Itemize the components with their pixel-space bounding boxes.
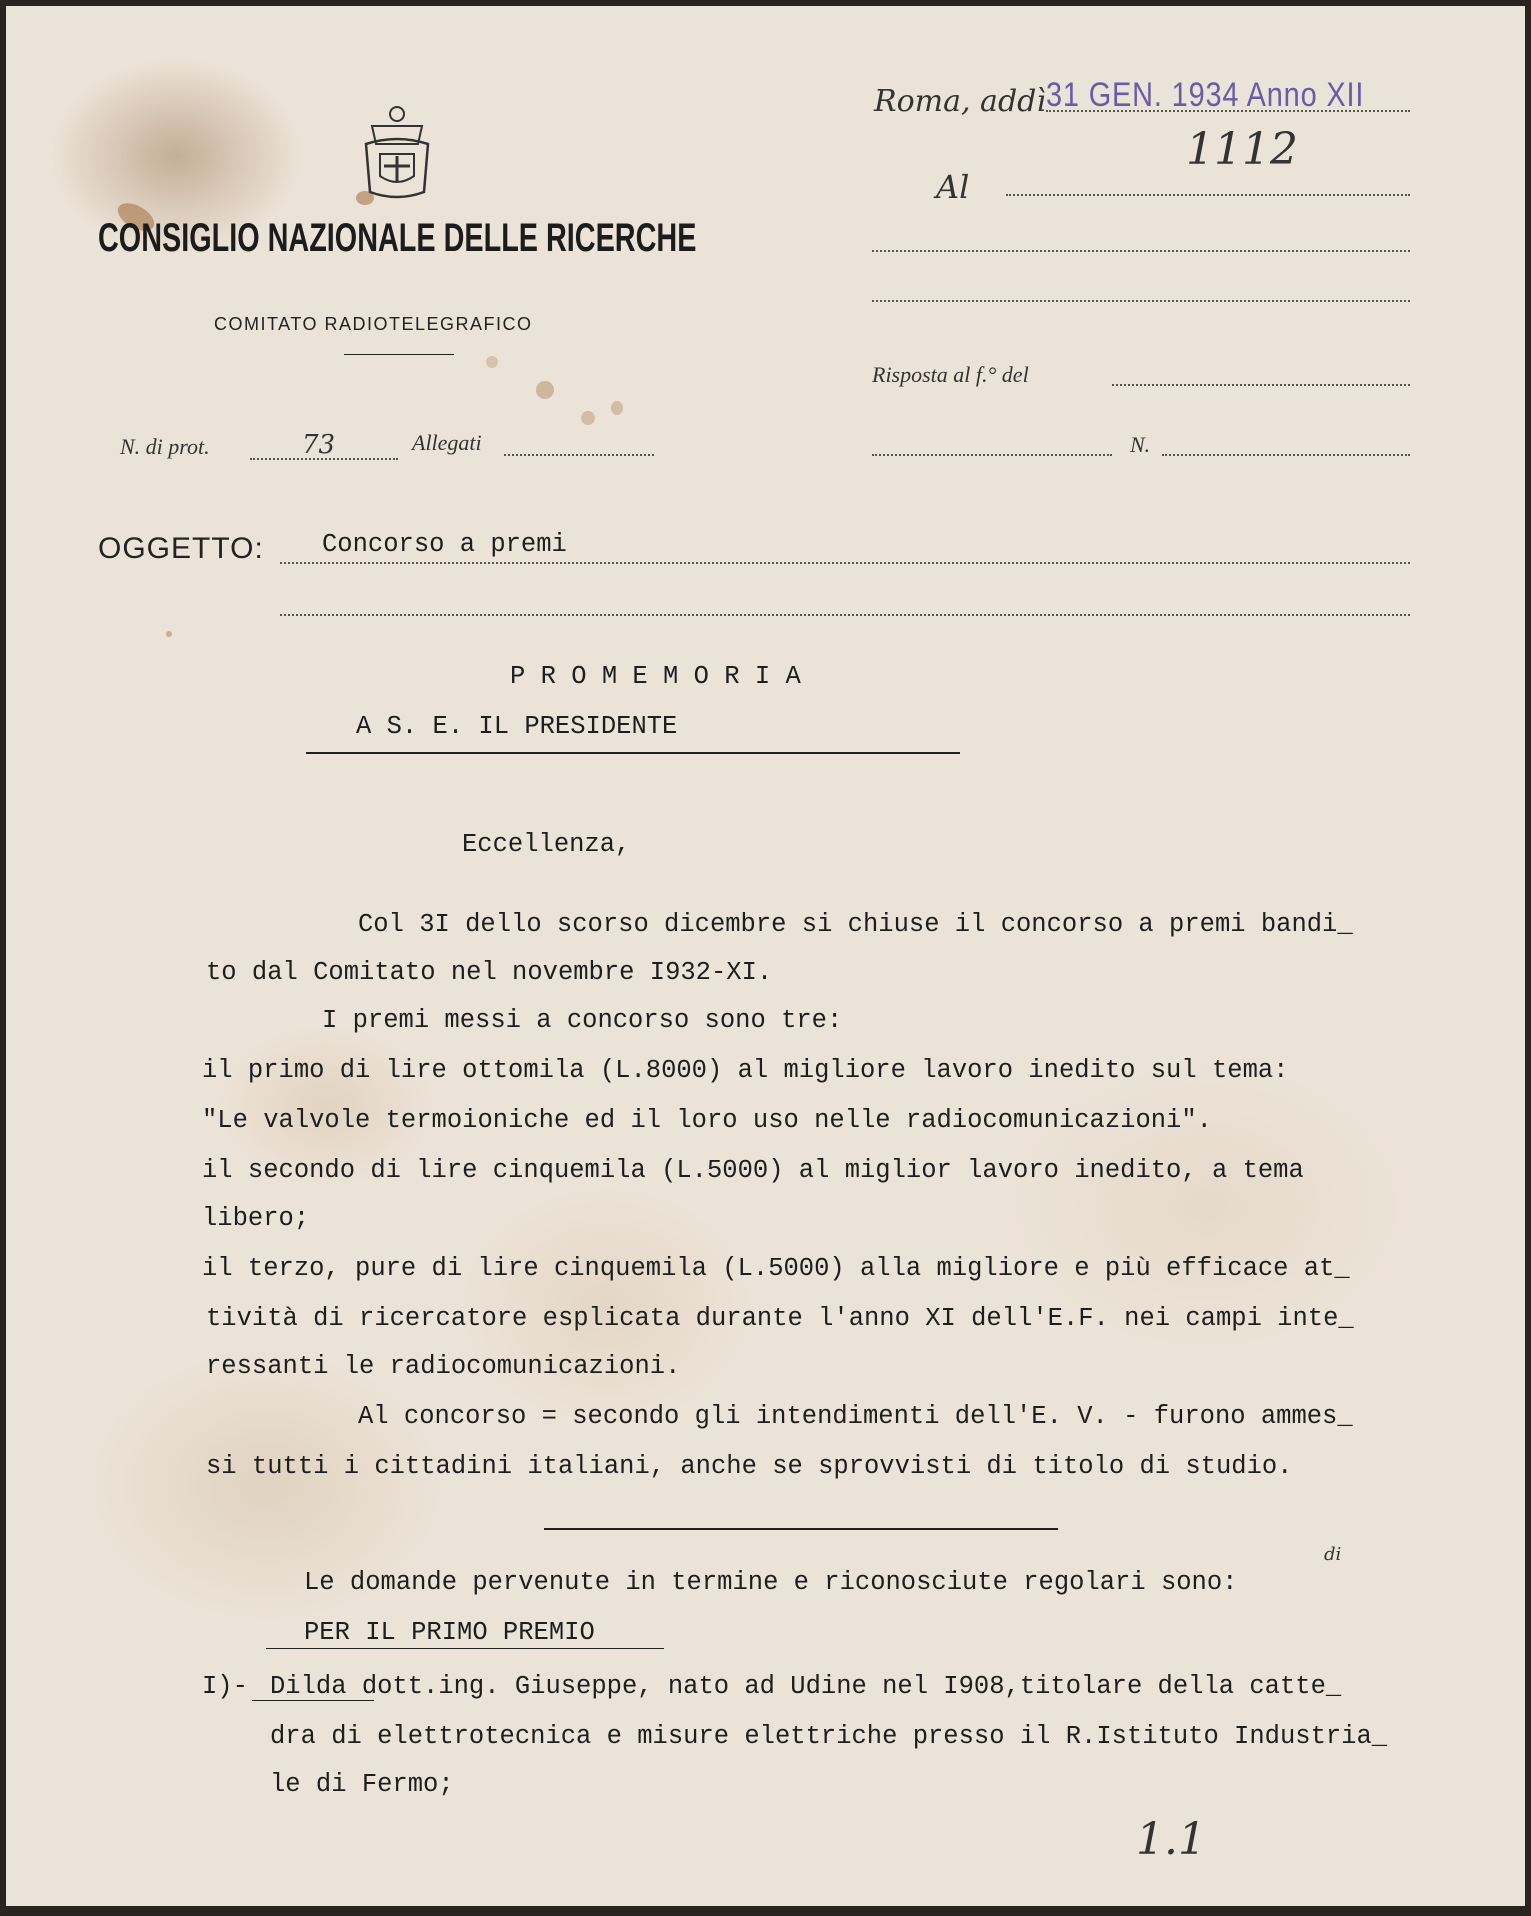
subject-line-2 <box>280 614 1410 616</box>
body-line: il secondo di lire cinquemila (L.5000) al miglior lavoro inedito, a tema <box>202 1156 1304 1185</box>
first-prize-underline <box>266 1648 664 1649</box>
body-line: to dal Comitato nel novembre I932-XI. <box>206 958 773 987</box>
body-line: Al concorso = secondo gli intendimenti dell'E. V. - furono ammes_ <box>358 1402 1353 1431</box>
addressee-line-3 <box>872 300 1410 302</box>
memo-title: P R O M E M O R I A <box>510 662 801 691</box>
entry-line: Dilda dott.ing. Giuseppe, nato ad Udine nel I908,titolare della catte_ <box>270 1672 1342 1701</box>
body-line: I premi messi a concorso sono tre: <box>322 1006 843 1035</box>
coat-of-arms-icon <box>358 104 436 200</box>
stain-mark <box>166 631 172 637</box>
attachments-label: Allegati <box>412 430 482 455</box>
memo-recipient: A S. E. IL PRESIDENTE <box>356 712 678 741</box>
stain-mark <box>486 356 498 368</box>
organization-name: CONSIGLIO NAZIONALE DELLE RICERCHE <box>98 216 697 260</box>
body-line: il terzo, pure di lire cinquemila (L.5000) alla migliore e più efficace at_ <box>202 1254 1350 1283</box>
section-divider <box>544 1528 1058 1530</box>
subject-text: Concorso a premi <box>322 530 567 559</box>
attachments-line <box>504 454 654 456</box>
entry-marker: I)- <box>202 1672 248 1701</box>
first-prize-heading: PER IL PRIMO PREMIO <box>304 1618 595 1647</box>
number-label: N. <box>1130 432 1151 457</box>
body-line: "Le valvole termoioniche ed il loro uso nelle radiocomunicazioni". <box>202 1106 1212 1135</box>
number-line <box>1162 454 1410 456</box>
body-line: si tutti i cittadini italiani, anche se sprovvisti di titolo di studio. <box>206 1452 1293 1481</box>
reply-line <box>1112 384 1410 386</box>
entry-line: le di Fermo; <box>270 1770 454 1799</box>
addressee-line <box>1006 194 1410 196</box>
date-stamp: 31 GEN. 1934 Anno XII <box>1046 76 1365 114</box>
document-page <box>6 6 1525 1906</box>
entry-line: dra di elettrotecnica e misure elettriche presso il R.Istituto Industria_ <box>270 1722 1388 1751</box>
letterhead-underline <box>344 354 454 355</box>
stain-mark <box>611 401 623 415</box>
handwritten-insert: di <box>1324 1544 1342 1565</box>
protocol-label: N. di prot. <box>120 434 210 459</box>
body-line: Col 3I dello scorso dicembre si chiuse il concorso a premi bandi_ <box>358 910 1353 939</box>
salutation: Eccellenza, <box>462 830 631 859</box>
subject-line <box>280 562 1410 564</box>
date-line <box>1046 110 1410 112</box>
recipient-underline <box>306 752 960 754</box>
body-line: tività di ricercatore esplicata durante l'anno XI dell'E.F. nei campi inte_ <box>206 1304 1354 1333</box>
attachments-line-2 <box>872 454 1112 456</box>
place-date-label: Roma, addì <box>874 84 1046 119</box>
stain-mark <box>581 411 595 425</box>
handwritten-number: 1112 <box>1186 124 1298 175</box>
reply-label: Risposta al f.° del <box>872 362 1029 387</box>
addressee-line-2 <box>872 250 1410 252</box>
applications-intro: Le domande pervenute in termine e riconosciute regolari sono: <box>304 1568 1238 1597</box>
protocol-number: 73 <box>302 430 336 460</box>
stain-mark <box>536 381 554 399</box>
body-line: il primo di lire ottomila (L.8000) al migliore lavoro inedito sul tema: <box>202 1056 1289 1085</box>
page-mark: 1.1 <box>1136 1814 1206 1865</box>
body-line: libero; <box>202 1204 310 1233</box>
addressee-label: Al <box>936 168 970 206</box>
committee-name: COMITATO RADIOTELEGRAFICO <box>214 314 533 334</box>
body-line: ressanti le radiocomunicazioni. <box>206 1352 681 1381</box>
entry-name-underline <box>252 1700 374 1701</box>
subject-label: OGGETTO: <box>98 532 264 565</box>
